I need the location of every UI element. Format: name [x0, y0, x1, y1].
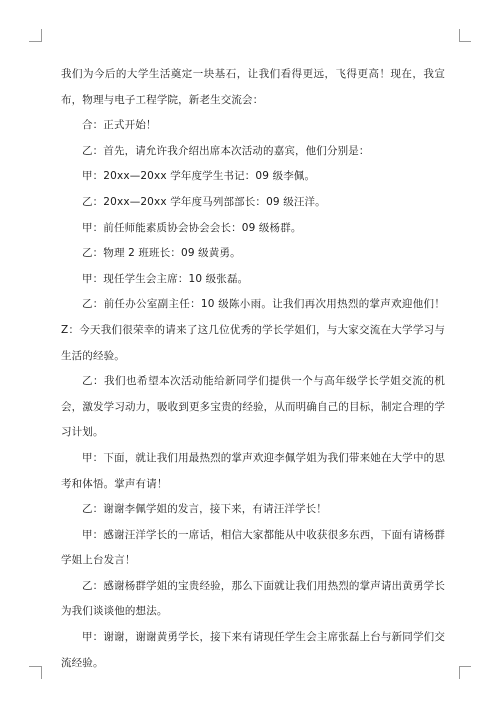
paragraph-12: 乙：谢谢李佩学姐的发言，接下来，有请汪洋学长！: [82, 503, 327, 516]
paragraph-6: 甲：前任师能素质协会协会会长：09 级杨群。: [82, 221, 302, 234]
crop-mark-top-right-h: [459, 41, 471, 42]
paragraph-15: 甲：谢谢，谢谢黄勇学长，接下来有请现任学生会主席张磊上台与新同学们交流经验。: [61, 631, 445, 669]
crop-mark-top-left-v: [41, 29, 42, 42]
paragraph-2: 合：正式开始！: [82, 119, 157, 132]
crop-mark-bottom-left-v: [41, 666, 42, 679]
paragraph-4: 甲：20xx—20xx 学年度学生书记：09 级李佩。: [82, 170, 316, 183]
paragraph-14: 乙：感谢杨群学姐的宝贵经验，那么下面就让我们用热烈的掌声请出黄勇学长为我们谈谈他的想法。: [61, 579, 445, 618]
paragraph-9: 乙：前任办公室副主任：10 级陈小雨。让我们再次用热烈的掌声欢迎他们！Z：今天我们很荣幸的请来了这几位优秀的学长学姐们，与大家交流在大学学习与生活的经验。: [61, 298, 445, 362]
paragraph-13: 甲：感谢汪洋学长的一席话，相信大家都能从中收获很多东西，下面有请杨群学姐上台发言！: [61, 528, 445, 567]
document-body: [61, 62, 445, 676]
crop-mark-top-left-h: [29, 41, 41, 42]
crop-mark-bottom-right-v: [459, 666, 460, 679]
crop-mark-bottom-left-h: [29, 666, 41, 667]
paragraph-5: 乙：20xx—20xx 学年度马列部部长：09 级汪洋。: [82, 195, 326, 208]
paragraph-7: 乙：物理 2 班班长：09 级黄勇。: [82, 247, 241, 260]
paragraph-8: 甲：现任学生会主席：10 级张磊。: [82, 272, 249, 285]
paragraph-3: 乙：首先，请允许我介绍出席本次活动的嘉宾，他们分别是：: [82, 144, 370, 157]
paragraph-11: 甲：下面，就让我们用最热烈的掌声欢迎李佩学姐为我们带来她在大学中的思考和体悟。掌声有请！: [61, 451, 445, 490]
paragraph-10: 乙：我们也希望本次活动能给新同学们提供一个与高年级学长学姐交流的机会，激发学习动力，吸收到更多宝贵的经验，从而明确自己的目标，制定合理的学习计划。: [61, 375, 445, 439]
crop-mark-bottom-right-h: [459, 666, 471, 667]
paragraph-1: 我们为今后的大学生活奠定一块基石，让我们看得更远，飞得更高！现在，我宣布，物理与电子工程学院，新老生交流会：: [61, 68, 445, 106]
crop-mark-top-right-v: [459, 29, 460, 42]
